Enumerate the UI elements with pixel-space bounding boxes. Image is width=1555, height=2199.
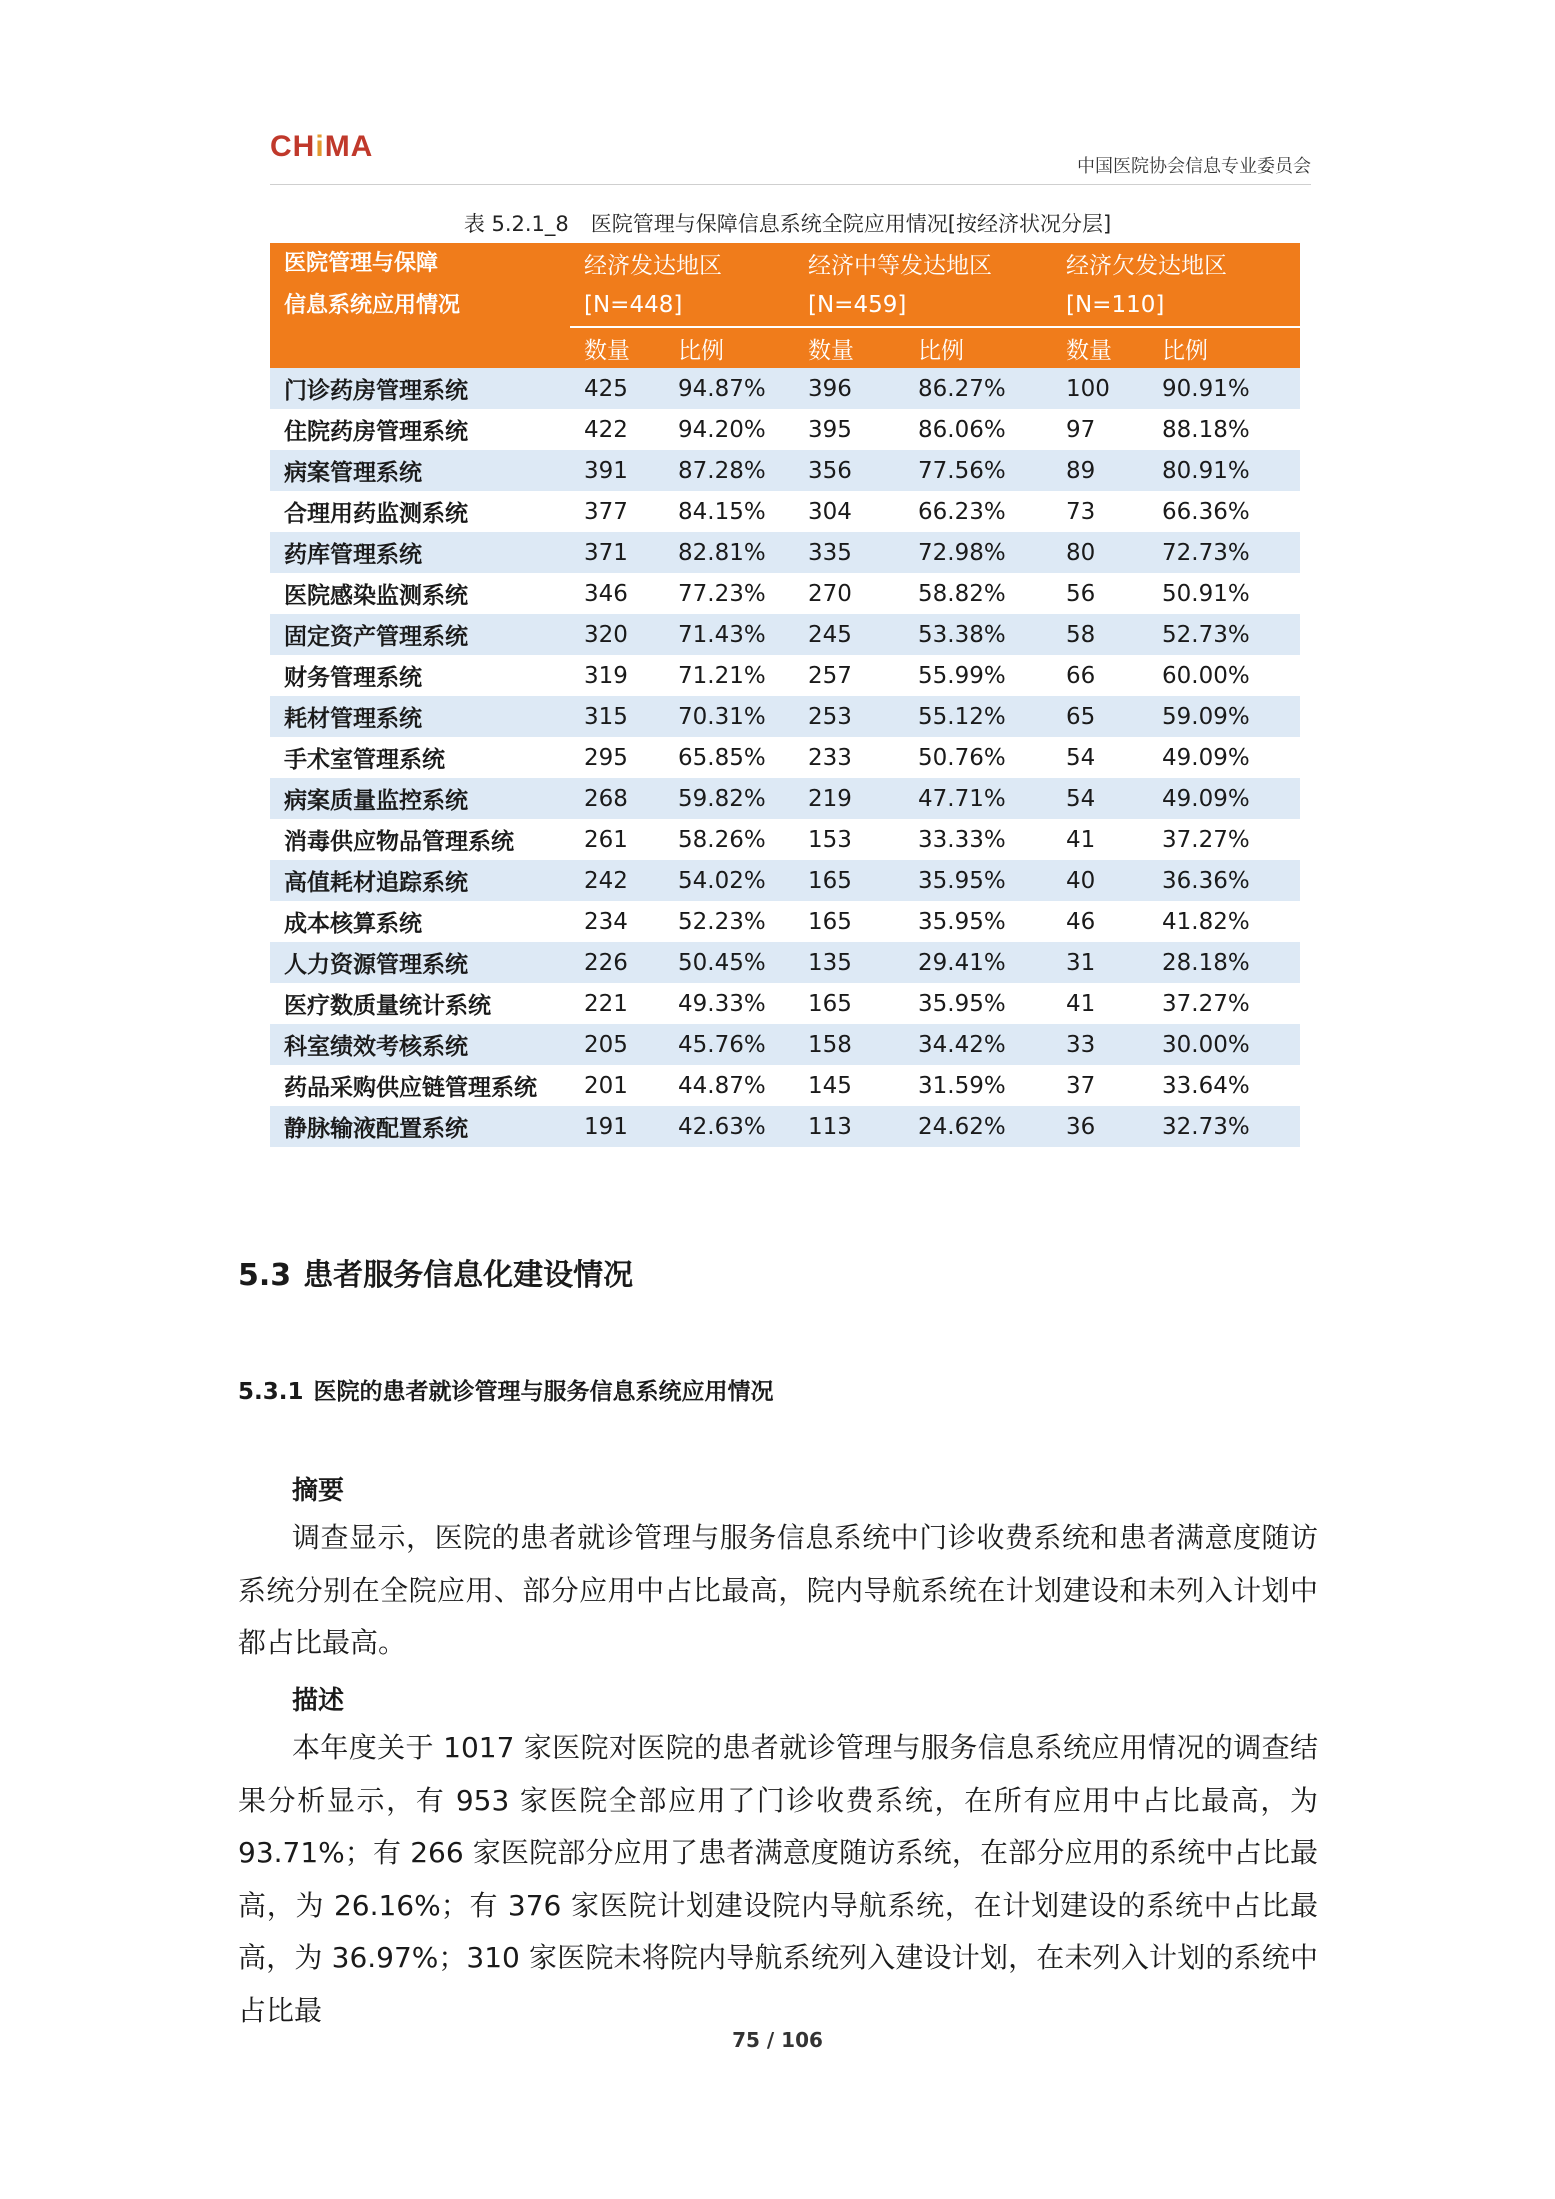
cell-count: 97 [1052,409,1148,450]
table-row [270,819,1300,860]
cell-count: 46 [1052,901,1148,942]
cell-count: 395 [794,409,904,450]
cell-count: 40 [1052,860,1148,901]
cell-ratio: 87.28% [664,450,794,491]
cell-count: 201 [570,1065,664,1106]
cell-count: 73 [1052,491,1148,532]
row-system-name: 静脉输液配置系统 [270,1106,570,1147]
cell-ratio: 32.73% [1148,1106,1300,1147]
cell-ratio: 47.71% [904,778,1052,819]
cell-count: 66 [1052,655,1148,696]
cell-count: 319 [570,655,664,696]
cell-count: 41 [1052,819,1148,860]
cell-ratio: 42.63% [664,1106,794,1147]
cell-count: 320 [570,614,664,655]
row-system-name: 病案管理系统 [270,450,570,491]
cell-count: 145 [794,1065,904,1106]
cell-count: 315 [570,696,664,737]
row-system-name: 医疗数质量统计系统 [270,983,570,1024]
cell-ratio: 66.23% [904,491,1052,532]
cell-ratio: 77.23% [664,573,794,614]
cell-count: 261 [570,819,664,860]
cell-count: 425 [570,368,664,409]
sub-header-ratio: 比例 [904,327,1052,368]
cell-count: 304 [794,491,904,532]
table-body [270,368,1300,1147]
cell-count: 100 [1052,368,1148,409]
cell-ratio: 37.27% [1148,983,1300,1024]
cell-ratio: 41.82% [1148,901,1300,942]
row-system-name: 合理用药监测系统 [270,491,570,532]
table-row [270,368,1300,409]
cell-count: 242 [570,860,664,901]
table-row [270,1106,1300,1147]
header-divider [270,184,1311,185]
table-row [270,573,1300,614]
cell-count: 346 [570,573,664,614]
cell-count: 270 [794,573,904,614]
cell-ratio: 72.98% [904,532,1052,573]
row-system-name: 病案质量监控系统 [270,778,570,819]
row-system-name: 消毒供应物品管理系统 [270,819,570,860]
cell-ratio: 55.12% [904,696,1052,737]
table-row [270,901,1300,942]
table-row [270,696,1300,737]
cell-ratio: 58.26% [664,819,794,860]
cell-ratio: 84.15% [664,491,794,532]
cell-ratio: 49.09% [1148,778,1300,819]
cell-count: 54 [1052,737,1148,778]
organization-name: 中国医院协会信息专业委员会 [1077,156,1311,177]
group-header-developed: 经济发达地区 [570,243,794,284]
cell-count: 58 [1052,614,1148,655]
cell-ratio: 37.27% [1148,819,1300,860]
data-table [270,243,1300,1147]
cell-ratio: 72.73% [1148,532,1300,573]
group-header-underdeveloped: 经济欠发达地区 [1052,243,1300,284]
cell-ratio: 49.09% [1148,737,1300,778]
cell-ratio: 33.33% [904,819,1052,860]
cell-count: 422 [570,409,664,450]
cell-count: 165 [794,860,904,901]
row-system-name: 药品采购供应链管理系统 [270,1065,570,1106]
cell-ratio: 33.64% [1148,1065,1300,1106]
cell-ratio: 77.56% [904,450,1052,491]
cell-ratio: 80.91% [1148,450,1300,491]
cell-ratio: 50.76% [904,737,1052,778]
sub-header-ratio: 比例 [1148,327,1300,368]
cell-ratio: 49.33% [664,983,794,1024]
table-title: 医院管理与保障信息系统全院应用情况[按经济状况分层] [590,212,1112,236]
cell-ratio: 71.43% [664,614,794,655]
cell-ratio: 94.20% [664,409,794,450]
cell-count: 33 [1052,1024,1148,1065]
description-label: 描述 [292,1686,345,1716]
row-system-name: 人力资源管理系统 [270,942,570,983]
cell-ratio: 82.81% [664,532,794,573]
cell-count: 295 [570,737,664,778]
cell-ratio: 30.00% [1148,1024,1300,1065]
cell-ratio: 52.23% [664,901,794,942]
cell-ratio: 52.73% [1148,614,1300,655]
cell-ratio: 71.21% [664,655,794,696]
cell-count: 37 [1052,1065,1148,1106]
table-number: 表 5.2.1_8 [463,212,569,236]
cell-count: 56 [1052,573,1148,614]
row-system-name: 高值耗材追踪系统 [270,860,570,901]
cell-count: 89 [1052,450,1148,491]
cell-ratio: 94.87% [664,368,794,409]
cell-ratio: 35.95% [904,983,1052,1024]
cell-ratio: 54.02% [664,860,794,901]
cell-count: 226 [570,942,664,983]
cell-ratio: 88.18% [1148,409,1300,450]
cell-ratio: 86.27% [904,368,1052,409]
row-system-name: 门诊药房管理系统 [270,368,570,409]
cell-count: 65 [1052,696,1148,737]
group-n-underdeveloped: [N=110] [1052,284,1300,327]
sub-header-count: 数量 [1052,327,1148,368]
cell-ratio: 60.00% [1148,655,1300,696]
cell-count: 41 [1052,983,1148,1024]
cell-count: 36 [1052,1106,1148,1147]
cell-ratio: 31.59% [904,1065,1052,1106]
cell-count: 371 [570,532,664,573]
cell-ratio: 66.36% [1148,491,1300,532]
cell-count: 356 [794,450,904,491]
row-system-name: 药库管理系统 [270,532,570,573]
cell-ratio: 45.76% [664,1024,794,1065]
row-system-name: 住院药房管理系统 [270,409,570,450]
table-caption [270,208,1305,238]
cell-ratio: 24.62% [904,1106,1052,1147]
cell-count: 219 [794,778,904,819]
cell-count: 253 [794,696,904,737]
row-system-name: 医院感染监测系统 [270,573,570,614]
cell-count: 233 [794,737,904,778]
group-n-medium: [N=459] [794,284,1052,327]
table-row [270,737,1300,778]
table-row [270,942,1300,983]
group-header-medium: 经济中等发达地区 [794,243,1052,284]
table-row [270,655,1300,696]
description-paragraph: 本年度关于 1017 家医院对医院的患者就诊管理与服务信息系统应用情况的调查结果分析显示，有 953 家医院全部应用了门诊收费系统，在所有应用中占比最高，为 93.71%；有 266 家医院部分应用了患者满意度随访系统，在部分应用的系统中占比最高，为 26.16%；有 376 家医院计划建设院内导航系统，在计划建设的系统中占比最高，为 36.97%；310 家医院未将院内导航系统列入建设计划，在未列入计划的系统中占比最 [238,1731,1318,2027]
page-number: 75 / 106 [732,2028,823,2052]
cell-count: 257 [794,655,904,696]
cell-ratio: 34.42% [904,1024,1052,1065]
cell-count: 165 [794,983,904,1024]
cell-ratio: 65.85% [664,737,794,778]
row-system-name: 财务管理系统 [270,655,570,696]
cell-ratio: 55.99% [904,655,1052,696]
cell-ratio: 50.91% [1148,573,1300,614]
cell-count: 221 [570,983,664,1024]
cell-count: 113 [794,1106,904,1147]
section-heading: 5.3 患者服务信息化建设情况 [238,1258,634,1293]
cell-count: 54 [1052,778,1148,819]
cell-count: 234 [570,901,664,942]
cell-ratio: 50.45% [664,942,794,983]
row-system-name: 手术室管理系统 [270,737,570,778]
table-row [270,1065,1300,1106]
table-corner-header: 医院管理与保障 信息系统应用情况 [270,243,570,327]
cell-count: 396 [794,368,904,409]
row-system-name: 成本核算系统 [270,901,570,942]
cell-ratio: 70.31% [664,696,794,737]
chima-logo: CHiMA [270,130,374,163]
group-n-developed: [N=448] [570,284,794,327]
cell-count: 268 [570,778,664,819]
cell-ratio: 86.06% [904,409,1052,450]
cell-ratio: 53.38% [904,614,1052,655]
cell-count: 335 [794,532,904,573]
cell-ratio: 35.95% [904,860,1052,901]
table-row [270,532,1300,573]
table-row [270,491,1300,532]
table-row [270,860,1300,901]
subsection-heading: 5.3.1 医院的患者就诊管理与服务信息系统应用情况 [238,1379,774,1405]
sub-header-count: 数量 [794,327,904,368]
table-row [270,450,1300,491]
cell-ratio: 59.82% [664,778,794,819]
sub-header-ratio: 比例 [664,327,794,368]
table-row [270,409,1300,450]
cell-count: 153 [794,819,904,860]
cell-ratio: 35.95% [904,901,1052,942]
row-system-name: 科室绩效考核系统 [270,1024,570,1065]
cell-count: 245 [794,614,904,655]
cell-count: 377 [570,491,664,532]
cell-count: 135 [794,942,904,983]
cell-count: 80 [1052,532,1148,573]
summary-label: 摘要 [292,1476,345,1506]
cell-count: 158 [794,1024,904,1065]
cell-ratio: 59.09% [1148,696,1300,737]
cell-count: 191 [570,1106,664,1147]
sub-header-count: 数量 [570,327,664,368]
cell-ratio: 29.41% [904,942,1052,983]
cell-count: 391 [570,450,664,491]
cell-ratio: 36.36% [1148,860,1300,901]
cell-count: 31 [1052,942,1148,983]
cell-ratio: 90.91% [1148,368,1300,409]
cell-ratio: 58.82% [904,573,1052,614]
table-row [270,983,1300,1024]
summary-paragraph: 调查显示，医院的患者就诊管理与服务信息系统中门诊收费系统和患者满意度随访系统分别在全院应用、部分应用中占比最高，院内导航系统在计划建设和未列入计划中都占比最高。 [238,1521,1318,1659]
cell-count: 165 [794,901,904,942]
table-row [270,614,1300,655]
row-system-name: 耗材管理系统 [270,696,570,737]
table-row [270,778,1300,819]
cell-count: 205 [570,1024,664,1065]
cell-ratio: 28.18% [1148,942,1300,983]
row-system-name: 固定资产管理系统 [270,614,570,655]
cell-ratio: 44.87% [664,1065,794,1106]
table-row [270,1024,1300,1065]
